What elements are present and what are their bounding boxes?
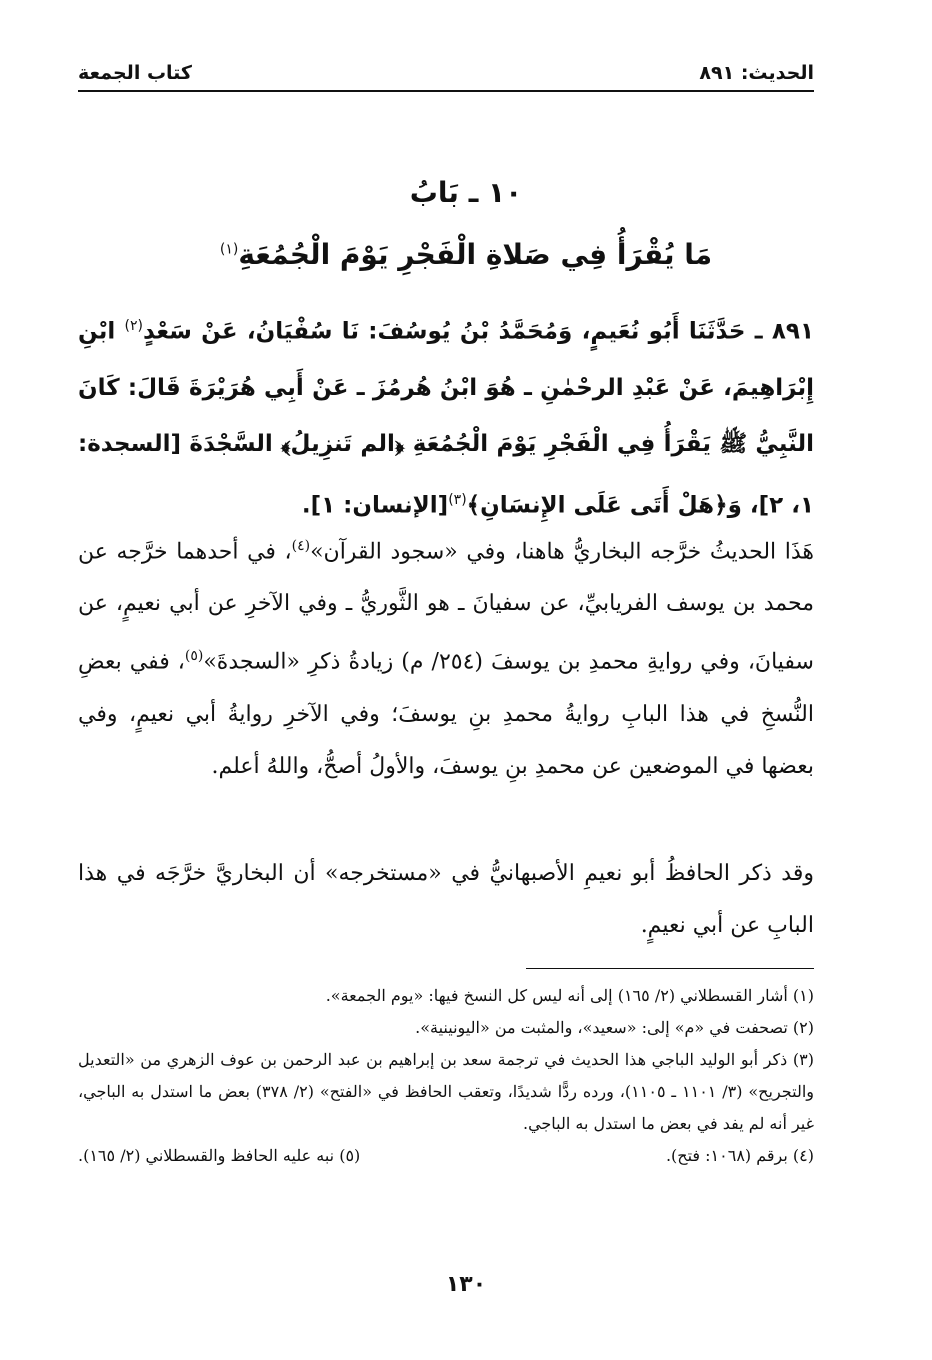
footnote-ref-4: (٤) bbox=[291, 538, 311, 554]
footnote-5: (٥) نبه عليه الحافظ والقسطلاني (٢/ ١٦٥). bbox=[78, 1146, 361, 1165]
footnote-ref-3: (٣) bbox=[448, 491, 467, 508]
hadith-part-2: ابْنِ إِبْرَاهِيمَ، عَنْ عَبْدِ الرحْمٰنِ ـ هُوَ ابْنُ هُرمُزَ ـ عَنْ أَبِي هُرَيْرَةَ قَالَ: كَانَ النَّبِيُّ ﷺ يَقْرَأُ فِي الْفَجْرِ يَوْمَ الْجُمُعَةِ ﴿الم تَنزِيلُ﴾ السَّجْدَةَ [السجدة: ١، ٢]، وَ﴿هَلْ أَتَى عَلَى الإِنسَانِ﴾ bbox=[78, 318, 814, 519]
footnote-row-4-5 bbox=[78, 1140, 814, 1172]
commentary-1-part-2: ، في أحدهما خرَّجه عن محمد بن يوسف الفريابيِّ، عن سفيانَ ـ هو الثَّوريُّ ـ وفي الآخرِ عن أبي نعيمٍ، عن سفيانَ، وفي روايةِ محمدِ بن يوسفَ (٢٥٤/ م) زيادةُ ذكرِ «السجدةَ» bbox=[78, 539, 814, 675]
chapter-title bbox=[0, 238, 932, 271]
hadith-part-1: ٨٩١ ـ حَدَّثَنَا أَبُو نُعَيمٍ، وَمُحَمَّدُ بْنُ يُوسُفَ: نَا سُفْيَانُ، عَنْ سَعْدٍ bbox=[142, 318, 814, 345]
commentary-1-part-1: هَذَا الحديثُ خرَّجه البخاريُّ هاهنا، وفي «سجود القرآن» bbox=[310, 539, 814, 565]
footnote-ref-1: (١) bbox=[219, 241, 239, 258]
footnote-ref-2: (٢) bbox=[124, 318, 143, 334]
hadith-part-3: [الإنسان: ١]. bbox=[301, 492, 449, 519]
footnote-separator bbox=[526, 968, 814, 969]
footnote-1: (١) أشار القسطلاني (٢/ ١٦٥) إلى أنه ليس كل النسخ فيها: «يوم الجمعة». bbox=[325, 986, 814, 1005]
footnote-2: (٢) تصحفت في «م» إلى: «سعيد»، والمثبت من «اليونينية». bbox=[415, 1018, 814, 1037]
header-book-title: كتاب الجمعة bbox=[78, 62, 192, 84]
footnote-4: (٤) برقم (١٠٦٨: فتح). bbox=[665, 1146, 814, 1165]
footnotes bbox=[78, 980, 814, 1172]
footnote-ref-5: (٥) bbox=[184, 648, 204, 665]
running-header bbox=[78, 58, 814, 92]
page-number: ١٣٠ bbox=[445, 1272, 487, 1297]
chapter-number: ١٠ ـ بَابُ bbox=[409, 176, 523, 209]
header-hadith-number: الحديث: ٨٩١ bbox=[699, 62, 814, 84]
commentary-paragraph-2: وقد ذكر الحافظُ أبو نعيمِ الأصبهانيُّ في «مستخرجه» أن البخاريَّ خرَّجَه في هذا البابِ عن أبي نعيمٍ. bbox=[78, 861, 814, 938]
chapter-title-text: مَا يُقْرَأُ فِي صَلاةِ الْفَجْرِ يَوْمَ الْجُمُعَةِ bbox=[238, 238, 713, 271]
commentary-paragraph-1 bbox=[78, 520, 814, 793]
hadith-text bbox=[78, 298, 814, 533]
footnote-3: (٣) ذكر أبو الوليد الباجي هذا الحديث في ترجمة سعد بن إبراهيم بن عبد الرحمن بن عوف الزهري من «التعديل والتجريح» (٣/ ١١٠١ ـ ١١٠٥)، ورده ردًّا شديدًا، وتعقب الحافظ في «الفتح» (٢/ ٣٧٨) بعض ما استدل به الباجي، غير أنه لم يفد في بعض ما استدل به الباجي. bbox=[78, 1050, 814, 1133]
commentary-1-part-3: ، ففي بعضِ النُّسخِ في هذا البابِ روايةُ محمدِ بنِ يوسفَ؛ وفي الآخرِ روايةُ أبي نعيمٍ، وفي بعضها في الموضعين عن محمدِ بنِ يوسفَ، والأولُ أصحُّ، واللهُ أعلم. bbox=[78, 649, 814, 779]
